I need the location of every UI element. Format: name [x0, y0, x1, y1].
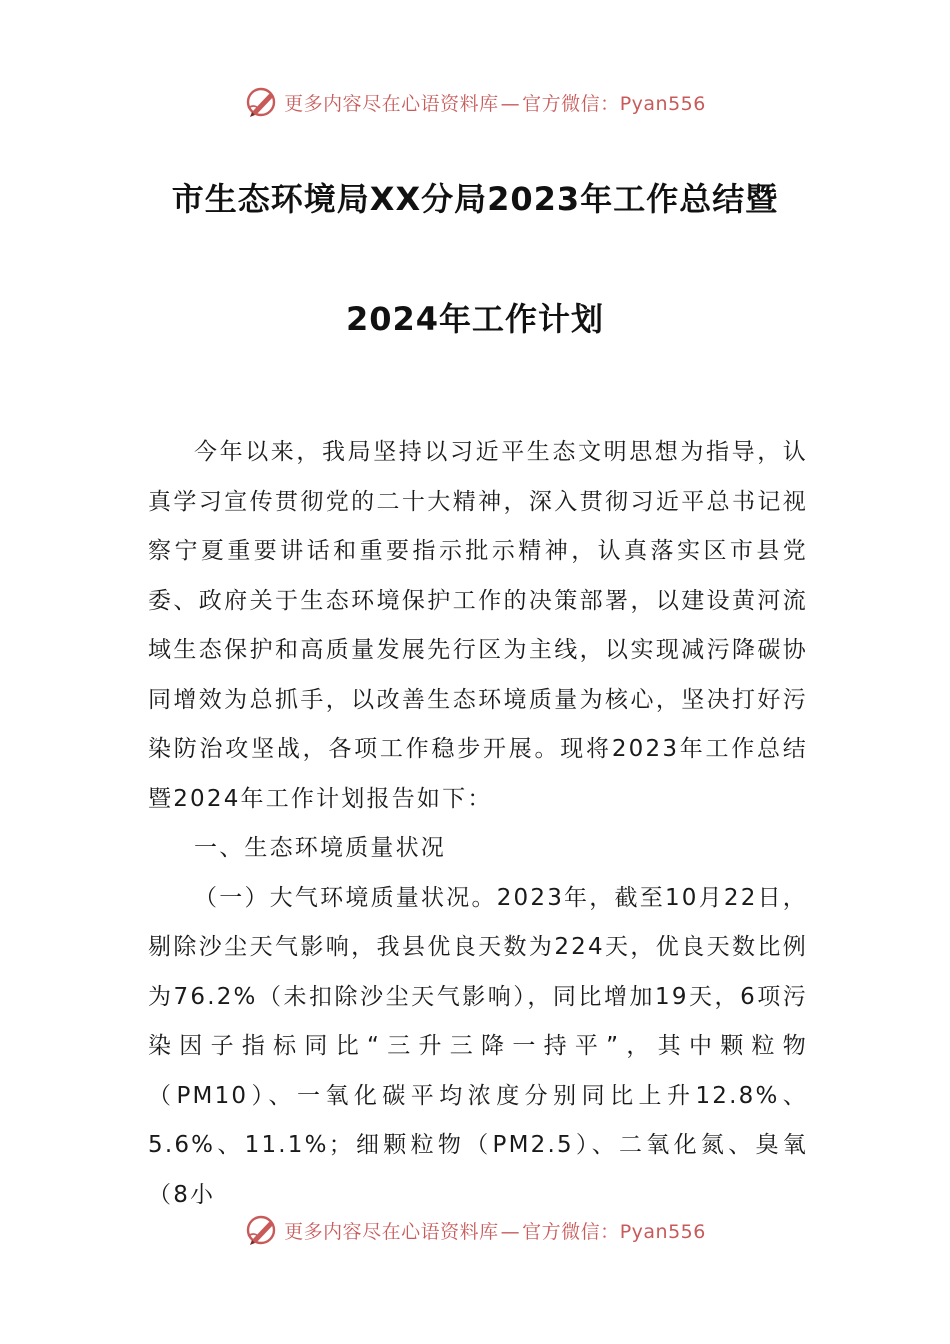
watermark-banner-bottom — [0, 1210, 950, 1250]
watermark-dash: — — [500, 1220, 521, 1243]
document-title-line-1: 市生态环境局XX分局2023年工作总结暨 — [171, 180, 779, 218]
watermark-wechat-label: 官方微信： — [522, 92, 620, 115]
watermark-text — [284, 89, 706, 116]
watermark-wechat-label: 官方微信： — [522, 1220, 620, 1243]
watermark-wechat-id: Pyan556 — [619, 92, 706, 115]
document-title-line-2: 2024年工作计划 — [345, 300, 605, 338]
intro-paragraph: 今年以来，我局坚持以习近平生态文明思想为指导，认真学习宣传贯彻党的二十大精神，深入贯彻习近平总书记视察宁夏重要讲话和重要指示批示精神，认真落实区市县党委、政府关于生态环境保护工作的决策部署，以建设黄河流域生态保护和高质量发展先行区为主线，以实现减污降碳协同增效为总抓手，以改善生态环境质量为核心，坚决打好污染防治攻坚战，各项工作稳步开展。现将2023年工作总结暨2024年工作计划报告如下： — [148, 439, 808, 812]
watermark-wechat-id: Pyan556 — [619, 1220, 706, 1243]
document-body — [148, 428, 808, 1220]
watermark-main: 更多内容尽在心语资料库 — [284, 92, 499, 115]
watermark-dash: — — [500, 92, 521, 115]
watermark-main: 更多内容尽在心语资料库 — [284, 1220, 499, 1243]
air-quality-paragraph: （一）大气环境质量状况。2023年，截至10月22日，剔除沙尘天气影响，我县优良天数为224天，优良天数比例为76.2%（未扣除沙尘天气影响），同比增加19天，6项污染因子指标同比“三升三降一持平”，其中颗粒物（PM10）、一氧化碳平均浓度分别同比上升12.8%、5.6%、11.1%；细颗粒物（PM2.5）、二氧化氮、臭氧（8小 — [148, 884, 808, 1208]
watermark-text — [284, 1217, 706, 1244]
pen-logo-icon — [244, 84, 280, 120]
section-heading-1: 一、生态环境质量状况 — [194, 835, 446, 861]
watermark-banner-top — [0, 82, 950, 122]
pen-logo-icon — [244, 1212, 280, 1248]
